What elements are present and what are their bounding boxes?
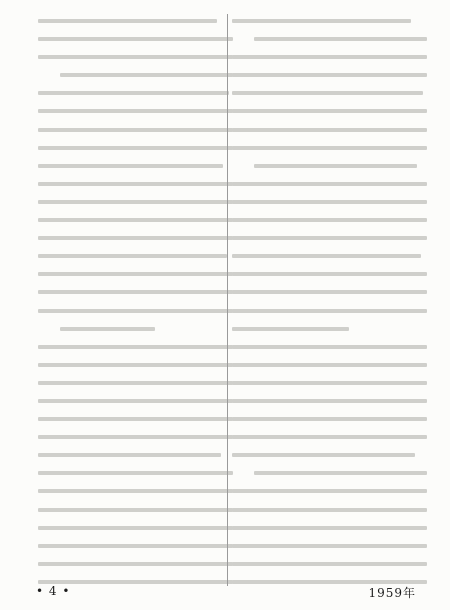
text-line-placeholder <box>232 363 427 367</box>
text-line <box>38 102 233 120</box>
text-line <box>232 283 427 301</box>
text-line-placeholder <box>232 327 349 331</box>
text-line <box>38 12 233 30</box>
left-text-column <box>38 12 233 591</box>
text-line-placeholder <box>232 309 427 313</box>
text-line-placeholder <box>38 508 233 512</box>
text-line <box>38 537 233 555</box>
text-line-placeholder <box>232 146 427 150</box>
right-text-column <box>232 12 427 591</box>
text-line <box>38 356 233 374</box>
text-line-placeholder <box>38 164 223 168</box>
text-line <box>232 555 427 573</box>
text-line <box>232 519 427 537</box>
page-footer <box>0 584 450 604</box>
text-line-placeholder <box>232 417 427 421</box>
text-line <box>232 356 427 374</box>
text-line-placeholder <box>232 109 427 113</box>
text-line <box>38 320 233 338</box>
text-line <box>232 537 427 555</box>
text-line-placeholder <box>38 363 233 367</box>
text-line-placeholder <box>38 345 233 349</box>
text-line <box>232 392 427 410</box>
text-line-placeholder <box>232 200 427 204</box>
text-line <box>38 84 233 102</box>
text-line <box>38 428 233 446</box>
text-line-placeholder <box>232 399 427 403</box>
text-line <box>232 30 427 48</box>
text-line <box>232 265 427 283</box>
text-line-placeholder <box>38 526 233 530</box>
text-line-placeholder <box>38 254 227 258</box>
text-line <box>232 446 427 464</box>
text-line-placeholder <box>232 290 427 294</box>
text-line-placeholder <box>38 19 217 23</box>
text-line <box>232 157 427 175</box>
text-line-placeholder <box>38 37 233 41</box>
text-line-placeholder <box>254 471 427 475</box>
text-line-placeholder <box>232 381 427 385</box>
text-line-placeholder <box>38 544 233 548</box>
text-line <box>38 482 233 500</box>
text-line <box>38 302 233 320</box>
text-line <box>38 48 233 66</box>
page-number: • 4 • <box>36 584 71 598</box>
text-line-placeholder <box>232 236 427 240</box>
text-line-placeholder <box>38 182 233 186</box>
text-line <box>232 102 427 120</box>
text-line <box>38 338 233 356</box>
text-line-placeholder <box>254 37 427 41</box>
text-line <box>232 229 427 247</box>
text-line <box>38 139 233 157</box>
publication-year: 1959年 <box>368 586 416 600</box>
text-line-placeholder <box>232 435 427 439</box>
text-line <box>232 12 427 30</box>
text-line-placeholder <box>232 55 427 59</box>
text-line-placeholder <box>232 91 423 95</box>
text-line <box>232 320 427 338</box>
text-line-placeholder <box>232 489 427 493</box>
text-line-placeholder <box>38 146 233 150</box>
text-line-placeholder <box>38 55 233 59</box>
text-line-placeholder <box>232 453 415 457</box>
text-line <box>232 66 427 84</box>
text-line <box>38 30 233 48</box>
text-line <box>232 175 427 193</box>
text-line-placeholder <box>232 544 427 548</box>
text-line <box>232 121 427 139</box>
text-line <box>232 48 427 66</box>
text-line-placeholder <box>38 236 233 240</box>
column-divider <box>227 14 228 586</box>
text-line-placeholder <box>232 19 411 23</box>
text-line-placeholder <box>38 381 233 385</box>
text-line <box>38 211 233 229</box>
text-line <box>232 139 427 157</box>
text-line <box>232 410 427 428</box>
text-line-placeholder <box>38 471 233 475</box>
text-line <box>38 66 233 84</box>
text-line-placeholder <box>38 272 233 276</box>
text-line <box>38 374 233 392</box>
text-line-placeholder <box>38 128 233 132</box>
text-line-placeholder <box>38 109 233 113</box>
text-line-placeholder <box>232 218 427 222</box>
text-line <box>232 302 427 320</box>
text-line <box>38 392 233 410</box>
text-line <box>232 193 427 211</box>
text-line <box>232 482 427 500</box>
text-line-placeholder <box>60 327 155 331</box>
text-line <box>38 464 233 482</box>
text-line-placeholder <box>38 399 233 403</box>
text-line <box>38 121 233 139</box>
text-line <box>232 247 427 265</box>
text-line-placeholder <box>38 562 233 566</box>
text-line-placeholder <box>232 272 427 276</box>
text-line <box>38 193 233 211</box>
text-line-placeholder <box>232 73 427 77</box>
text-line-placeholder <box>38 290 233 294</box>
text-line-placeholder <box>38 91 229 95</box>
text-line-placeholder <box>38 417 233 421</box>
text-line-placeholder <box>38 200 233 204</box>
text-line-placeholder <box>60 73 233 77</box>
text-line <box>38 555 233 573</box>
text-line <box>38 501 233 519</box>
text-line <box>38 410 233 428</box>
text-line <box>38 247 233 265</box>
text-line <box>232 374 427 392</box>
text-line-placeholder <box>232 508 427 512</box>
text-line-placeholder <box>232 128 427 132</box>
text-line-placeholder <box>232 182 427 186</box>
text-line <box>232 338 427 356</box>
text-line-placeholder <box>38 489 233 493</box>
text-line <box>232 211 427 229</box>
text-line <box>38 519 233 537</box>
text-line-placeholder <box>232 526 427 530</box>
text-line <box>232 84 427 102</box>
text-line <box>232 428 427 446</box>
text-line <box>38 157 233 175</box>
text-line-placeholder <box>38 453 221 457</box>
text-line <box>38 283 233 301</box>
text-line <box>232 464 427 482</box>
text-line-placeholder <box>38 435 233 439</box>
text-line-placeholder <box>232 562 427 566</box>
text-line <box>232 501 427 519</box>
text-line <box>38 175 233 193</box>
text-line-placeholder <box>232 345 427 349</box>
text-line <box>38 229 233 247</box>
text-line-placeholder <box>38 218 233 222</box>
text-line <box>38 446 233 464</box>
text-line-placeholder <box>232 254 421 258</box>
text-line <box>38 265 233 283</box>
text-line-placeholder <box>254 164 417 168</box>
text-line-placeholder <box>38 309 233 313</box>
